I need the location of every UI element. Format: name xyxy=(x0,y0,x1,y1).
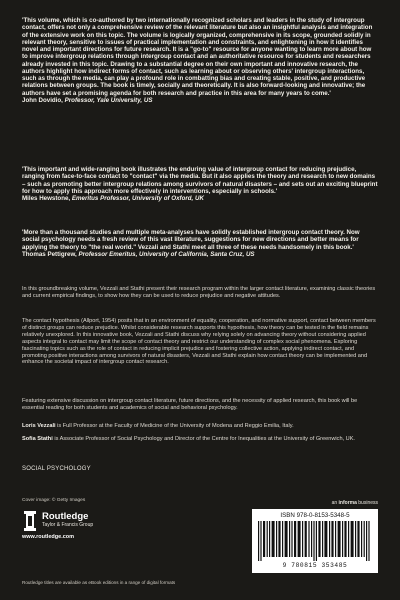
quote-author: John Dovidio, xyxy=(22,96,63,104)
quote-role: Emeritus Professor, University of Oxford, UK xyxy=(71,195,204,202)
quote-author: Thomas Pettigrew, xyxy=(22,250,77,258)
endorsement-quote-1 xyxy=(22,17,378,104)
author-name: Sofia Stathi xyxy=(22,436,53,442)
cover-image-credit: Cover image: © Getty Images xyxy=(22,498,86,503)
publisher-logo[interactable] xyxy=(22,510,132,544)
publisher-group: Taylor & Francis Group xyxy=(42,522,94,528)
routledge-emblem-icon xyxy=(22,510,38,532)
isbn-label: ISBN 978-0-8153-5348-5 xyxy=(280,512,350,519)
blurb-paragraph-3: Featuring extensive discussion on intergroup contact literature, future directions, and the necessity of applied research, this book will be essential reading for both students and academics of social and behavioral psychology. xyxy=(22,398,358,411)
quote-role: Professor Emeritus, University of California, Santa Cruz, US xyxy=(78,250,255,258)
author-bio-text: is Associate Professor of Social Psychology and Director of the Centre for Inequalities at the University of Greenwich, UK. xyxy=(52,436,355,442)
publisher-name: Routledge xyxy=(42,511,89,522)
ebook-availability-note: Routledge titles are available as eBook editions in a range of digital formats xyxy=(22,580,176,585)
author-bio-text: is Full Professor at the Faculty of Medicine of the University of Modena and Reggio Emilia, Italy. xyxy=(55,423,294,429)
quote-attribution xyxy=(22,97,378,104)
barcode-digits: 9 780815 353485 xyxy=(282,562,348,569)
quote-text: 'This important and wide-ranging book illustrates the enduring value of intergroup contact for reducing prejudice, ranging from face-to-face contact to "contact" via the media. But it also applies the theory and research to new domains – such as promoting better intergroup relations among survivors of natural disasters – and sets out an exciting blueprint for how to apply this approach more effectively in interventions, especially in schools.' xyxy=(22,166,378,195)
barcode-panel xyxy=(252,509,378,573)
quote-attribution xyxy=(22,195,378,202)
author-bio-1 xyxy=(22,423,378,430)
author-name: Loris Vezzali xyxy=(22,423,56,429)
quote-role: Professor, Yale University, US xyxy=(64,96,153,104)
endorsement-quote-3 xyxy=(22,229,378,258)
blurb-paragraph-2: The contact hypothesis (Allport, 1954) posits that in an environment of equality, cooperation, and normative support, contact between members of distinct groups can reduce prejudice. Whilst considerable research supports this hypothesis, how theory can be tested in the field remains relatively unexplored. In this innovative book, Vezzali and Stathi discuss why relying solely on advancing theory without considering applied aspects integral to contact may limit the scope of contact theory and restrict our understanding of complex social phenomena. Exploring fascinating topics such as the role of contact in reducing implicit prejudice and fostering collective action, applying indirect contact, and promoting positive interactions among survivors of natural disasters, Vezzali and Stathi explain how contact theory can be implemented and enhance the societal impact of intergroup contact research. xyxy=(22,318,376,366)
blurb-paragraph-1: In this groundbreaking volume, Vezzali and Stathi present their research program within the larger contact literature, examining classic theories and current empirical findings, to show how they can be used to reduce prejudice and negative attitudes. xyxy=(22,286,376,299)
author-bio-2 xyxy=(22,436,378,443)
quote-attribution xyxy=(22,251,378,258)
endorsement-quote-2 xyxy=(22,166,378,202)
informa-business-mark: an informa business xyxy=(331,500,378,506)
quote-text: 'This volume, which is co-authored by two internationally recognized scholars and leaders in the study of intergroup contact, offers not only a comprehensive review of the relevant literature but also an insightful analysis and integration of the extensive work on this topic. The volume is logically organized, comprehensive in its scope, grounded solidly in relevant theory, sensitive to issues of practical implementation and constraints, and enlightening in how it identifies novel and important directions for future research. It is a "go-to" resource for anyone wanting to learn more about how to improve intergroup relations through intergroup contact and an authoritative resource for students and researchers already invested in this topic. Drawing to a substantial degree on their own important and innovative research, the authors highlight how indirect forms of contact, such as learning about or observing others' intergroup interactions, such as through the media, can play a profound role in combatting bias and creating stable, positive, and productive relations between groups. The book is timely, socially and theoretically. It is also forward-looking and innovative; the authors have set a promising agenda for both research and practice in this area for many years to come.' xyxy=(22,17,373,97)
quote-author: Miles Hewstone, xyxy=(22,195,71,202)
quote-text: 'More than a thousand studies and multiple meta-analyses have solidly established intergroup contact theory. Now social psychology needs a fresh review of this vast literature, suggestions for new directions and better means for applying the theory to "the real world." Vezzali and Stathi meet all three of these needs handsomely in this book.' xyxy=(22,229,360,251)
subject-category: SOCIAL PSYCHOLOGY xyxy=(22,466,91,472)
publisher-url[interactable]: www.routledge.com xyxy=(22,534,75,540)
barcode-icon xyxy=(258,521,372,561)
